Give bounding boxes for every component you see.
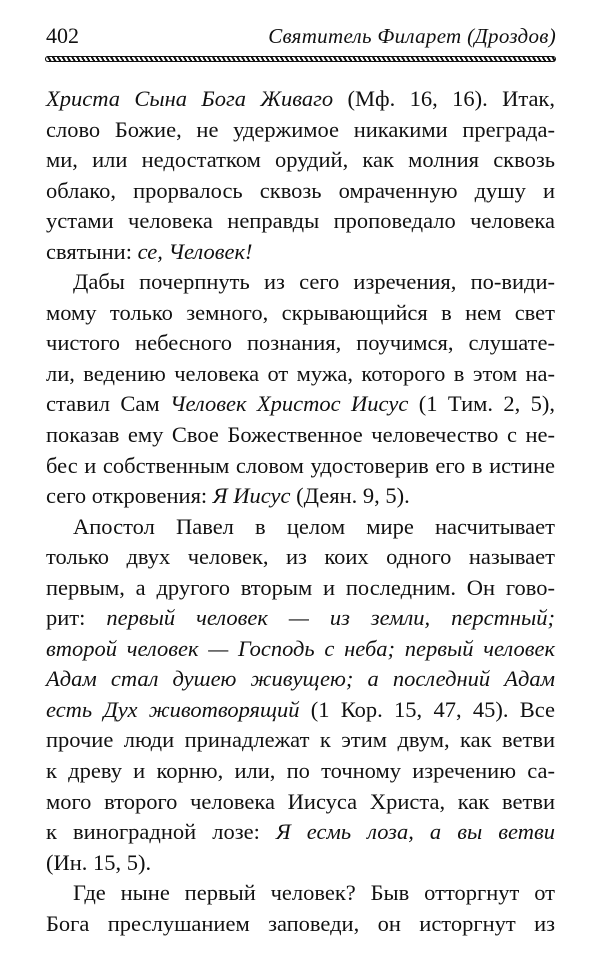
text-line-content bbox=[46, 115, 555, 146]
text-line bbox=[46, 451, 555, 482]
text-line-content bbox=[46, 542, 555, 573]
text-line bbox=[46, 878, 555, 909]
text-segment: устами человека неправды проповедало человека bbox=[46, 208, 555, 234]
italic-quotation: второй человек — Господь с неба; первый человек bbox=[46, 635, 555, 661]
text-line-content bbox=[46, 664, 555, 695]
text-line bbox=[46, 512, 555, 543]
text-line bbox=[46, 145, 555, 176]
text-line bbox=[46, 84, 555, 115]
text-line bbox=[46, 603, 555, 634]
text-line-content bbox=[46, 237, 555, 268]
text-line bbox=[46, 298, 555, 329]
text-line-content bbox=[46, 206, 555, 237]
text-line bbox=[46, 481, 555, 512]
italic-quotation: Я есмь лоза, а вы ветви bbox=[275, 819, 555, 845]
text-segment: (Ин. 15, 5). bbox=[46, 849, 152, 875]
text-segment: Бога преслушанием заповеди, он исторгнут из bbox=[46, 910, 555, 936]
text-segment: (Мф. 16, 16). Итак, bbox=[333, 86, 555, 111]
text-line-content bbox=[46, 451, 555, 482]
text-segment: (Деян. 9, 5). bbox=[290, 483, 410, 509]
italic-quotation: Я Иисус bbox=[212, 483, 291, 509]
text-line-content bbox=[46, 756, 555, 787]
text-line bbox=[46, 817, 555, 848]
italic-quotation: Христа Сына Бога Живаго bbox=[46, 86, 334, 111]
text-segment: ставил Сам bbox=[46, 391, 170, 417]
text-segment: (1 Тим. 2, 5), bbox=[408, 391, 556, 417]
text-segment: прочие люди принадлежат к этим двум, как ветви bbox=[46, 727, 555, 753]
text-line bbox=[46, 664, 555, 695]
text-line-content bbox=[46, 298, 555, 329]
italic-quotation: первый человек — из земли, перстный; bbox=[106, 605, 555, 631]
italic-quotation: Адам стал душею живущею; а последний Адам bbox=[46, 666, 555, 692]
text-line-content bbox=[46, 359, 555, 390]
text-line-content bbox=[46, 725, 555, 756]
text-segment: показав ему Свое Божественное человечество с не- bbox=[46, 422, 555, 448]
text-line bbox=[46, 573, 555, 604]
text-line bbox=[46, 237, 555, 268]
text-segment: рит: bbox=[46, 605, 107, 631]
text-segment: бес и собственным словом удостоверив его в истине bbox=[46, 452, 555, 478]
text-line-content bbox=[46, 848, 555, 879]
rope-divider-ornament bbox=[45, 56, 556, 62]
text-line-content bbox=[46, 176, 555, 207]
text-line-content bbox=[46, 787, 555, 818]
text-segment: слово Божие, не удержимое никакими преграда- bbox=[46, 116, 555, 142]
text-segment: ми, или недостатком орудий, как молния сквозь bbox=[46, 147, 555, 173]
text-line bbox=[46, 115, 555, 146]
text-line-content bbox=[46, 389, 555, 420]
text-line-content bbox=[46, 145, 555, 176]
text-segment: только двух человек, из коих одного называет bbox=[46, 544, 555, 570]
text-segment: к древу и корню, или, по точному изречению са- bbox=[46, 758, 555, 784]
text-segment: Где ныне первый человек? Быв отторгнут от bbox=[73, 880, 555, 906]
text-line bbox=[46, 787, 555, 818]
text-line-content bbox=[46, 573, 555, 604]
text-line bbox=[46, 359, 555, 390]
italic-quotation: се, Человек! bbox=[137, 238, 253, 264]
text-line bbox=[46, 756, 555, 787]
italic-quotation: Человек Христос Иисус bbox=[170, 391, 409, 417]
text-line bbox=[46, 695, 555, 726]
text-segment: ли, ведению человека от мужа, которого в этом на- bbox=[46, 360, 555, 386]
text-segment: мого второго человека Иисуса Христа, как ветви bbox=[46, 788, 555, 814]
text-segment: Апостол Павел в целом мире насчитывает bbox=[73, 513, 555, 539]
text-segment: облако, прорвалось сквозь омраченную душу и bbox=[46, 177, 555, 203]
text-segment: Дабы почерпнуть из сего изречения, по-види- bbox=[73, 269, 555, 295]
text-line-content bbox=[46, 84, 555, 115]
text-line-content bbox=[46, 328, 555, 359]
text-line bbox=[46, 389, 555, 420]
text-segment: первым, а другого вторым и последним. Он гово- bbox=[46, 574, 555, 600]
text-segment: святыни: bbox=[46, 238, 138, 264]
text-line bbox=[46, 848, 555, 879]
text-line-content bbox=[46, 634, 555, 665]
text-line-content bbox=[73, 267, 555, 298]
text-segment: (1 Кор. 15, 47, 45). Все bbox=[299, 696, 555, 722]
text-line-content bbox=[46, 695, 555, 726]
text-line bbox=[46, 267, 555, 298]
text-line bbox=[46, 634, 555, 665]
page-number: 402 bbox=[46, 23, 79, 48]
text-line bbox=[46, 176, 555, 207]
text-line-content bbox=[73, 512, 555, 543]
running-title: Святитель Филарет (Дроздов) bbox=[268, 24, 556, 48]
text-segment: мому только земного, скрывающийся в нем свет bbox=[46, 299, 555, 325]
page-header bbox=[45, 22, 556, 50]
body-text bbox=[46, 84, 555, 939]
text-line-content bbox=[46, 420, 555, 451]
text-segment: чистого небесного познания, поучимся, слушате- bbox=[46, 330, 555, 356]
text-segment: сего откровения: bbox=[46, 483, 213, 509]
text-line bbox=[46, 328, 555, 359]
text-line bbox=[46, 420, 555, 451]
text-line bbox=[46, 542, 555, 573]
text-line-content bbox=[46, 817, 555, 848]
text-line bbox=[46, 909, 555, 940]
italic-quotation: есть Дух животворящий bbox=[46, 696, 300, 722]
text-line-content bbox=[46, 603, 555, 634]
text-line-content bbox=[46, 909, 555, 940]
text-line bbox=[46, 206, 555, 237]
text-line-content bbox=[46, 481, 555, 512]
text-line bbox=[46, 725, 555, 756]
text-line-content bbox=[73, 878, 555, 909]
text-segment: к виноградной лозе: bbox=[46, 819, 276, 845]
